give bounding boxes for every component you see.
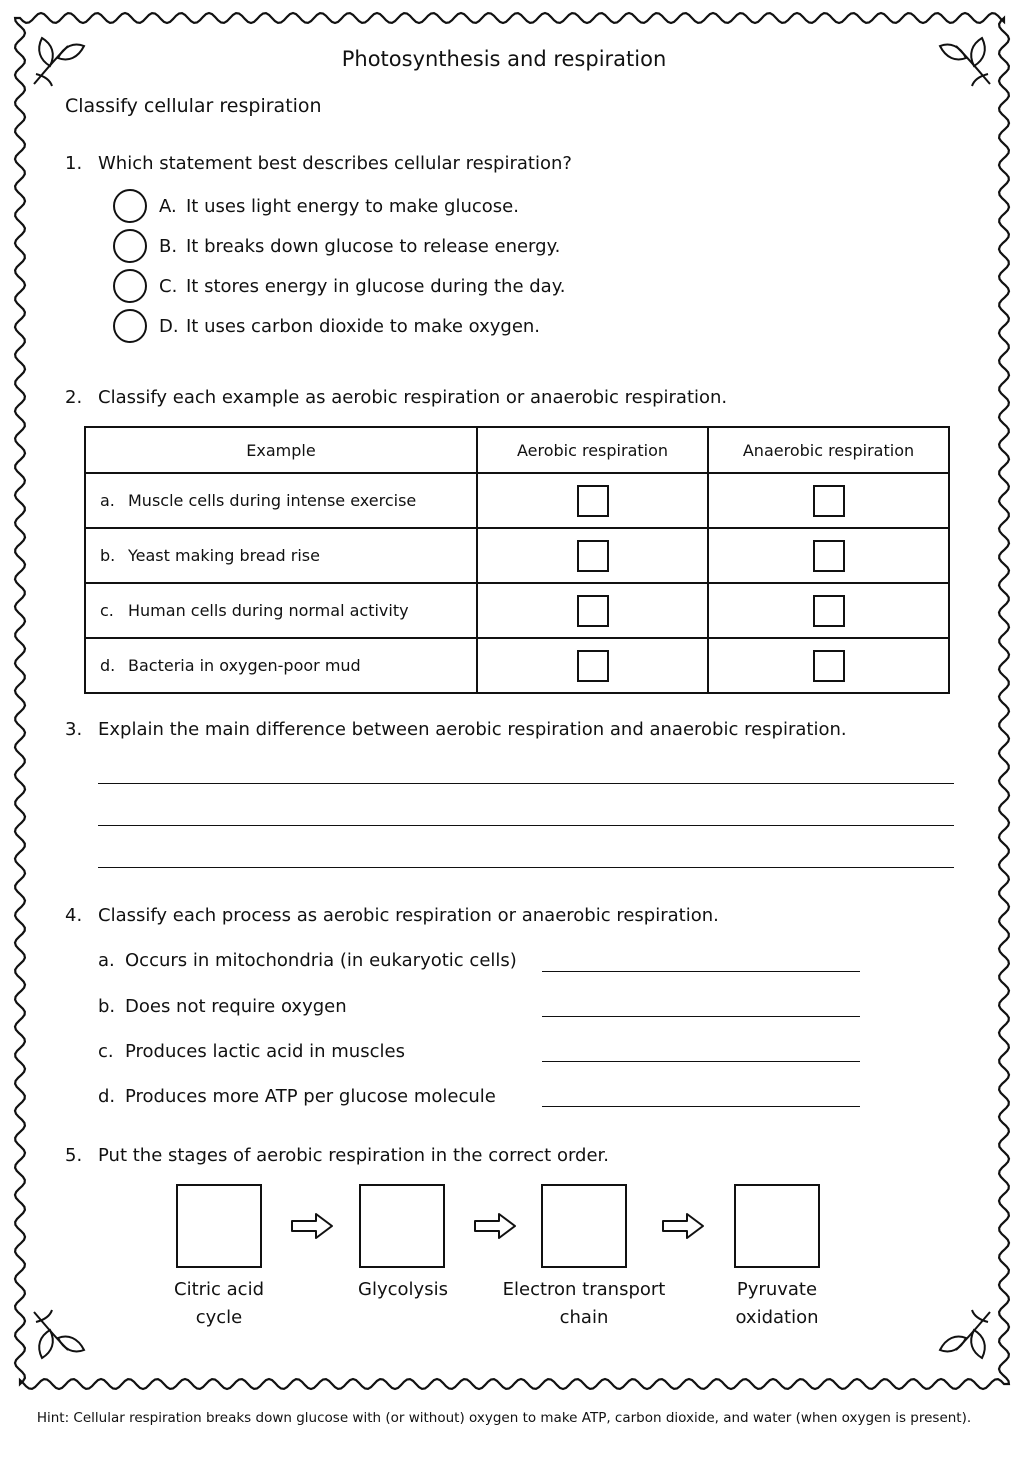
stage-label-line: Citric acid — [174, 1279, 264, 1300]
item-letter: c. — [98, 1041, 114, 1062]
option-letter: C. — [159, 275, 178, 297]
question-3-number: 3. — [65, 719, 83, 740]
aerobic-cell — [477, 638, 708, 693]
radio-circle-icon[interactable] — [113, 189, 147, 223]
q4-answer-line-b[interactable] — [542, 1016, 860, 1017]
checkbox-icon[interactable] — [577, 595, 609, 627]
stage-label-pyruvate-oxidation — [687, 1276, 867, 1332]
option-letter: A. — [159, 195, 177, 217]
q4-item-d — [98, 1086, 496, 1107]
row-text: Human cells during normal activity — [128, 601, 409, 620]
stage-label-line: oxidation — [735, 1307, 819, 1328]
question-1-text: Which statement best describes cellular respiration? — [98, 153, 572, 174]
right-arrow-icon — [473, 1212, 517, 1240]
answer-line[interactable] — [98, 783, 954, 784]
question-1-number: 1. — [65, 153, 83, 174]
question-5-text: Put the stages of aerobic respiration in the correct order. — [98, 1145, 610, 1166]
leaf-icon — [28, 1306, 88, 1366]
right-arrow-icon — [661, 1212, 705, 1240]
question-4-number: 4. — [65, 905, 83, 926]
q4-item-c — [98, 1041, 405, 1062]
checkbox-icon[interactable] — [577, 485, 609, 517]
option-letter: B. — [159, 235, 178, 257]
row-letter: d. — [100, 656, 116, 675]
aerobic-cell — [477, 473, 708, 528]
right-arrow-icon — [290, 1212, 334, 1240]
table-row — [85, 638, 949, 693]
anaerobic-cell — [708, 583, 949, 638]
row-text: Bacteria in oxygen-poor mud — [128, 656, 361, 675]
example-cell — [85, 528, 477, 583]
row-text: Muscle cells during intense exercise — [128, 491, 417, 510]
header-aerobic: Aerobic respiration — [477, 427, 708, 473]
q4-answer-line-d[interactable] — [542, 1106, 860, 1107]
item-letter: d. — [98, 1086, 116, 1107]
q4-item-a — [98, 950, 517, 971]
answer-line[interactable] — [98, 825, 954, 826]
radio-circle-icon[interactable] — [113, 269, 147, 303]
q1-option-a[interactable] — [113, 188, 519, 224]
item-text: Produces more ATP per glucose molecule — [125, 1086, 496, 1107]
item-text: Produces lactic acid in muscles — [125, 1041, 405, 1062]
stage-label-citric-acid-cycle — [129, 1276, 309, 1332]
q4-answer-line-c[interactable] — [542, 1061, 860, 1062]
stage-label-line: Pyruvate — [736, 1279, 818, 1300]
stage-box-4[interactable] — [734, 1184, 820, 1268]
example-cell — [85, 473, 477, 528]
stage-box-2[interactable] — [359, 1184, 445, 1268]
checkbox-icon[interactable] — [577, 540, 609, 572]
question-2-number: 2. — [65, 387, 83, 408]
section-subtitle: Classify cellular respiration — [65, 95, 322, 117]
row-letter: b. — [100, 546, 116, 565]
aerobic-cell — [477, 583, 708, 638]
row-letter: a. — [100, 491, 115, 510]
item-letter: a. — [98, 950, 115, 971]
stage-label-line: cycle — [195, 1307, 243, 1328]
classification-table — [84, 426, 950, 694]
q1-option-b[interactable] — [113, 228, 560, 264]
option-text: It stores energy in glucose during the day. — [186, 275, 566, 297]
stage-box-3[interactable] — [541, 1184, 627, 1268]
checkbox-icon[interactable] — [813, 485, 845, 517]
anaerobic-cell — [708, 638, 949, 693]
item-text: Does not require oxygen — [125, 996, 347, 1017]
stage-label-line: Electron transport — [502, 1279, 666, 1300]
anaerobic-cell — [708, 528, 949, 583]
option-text: It uses light energy to make glucose. — [186, 195, 519, 217]
table-row — [85, 473, 949, 528]
option-text: It breaks down glucose to release energy. — [186, 235, 561, 257]
q1-option-d[interactable] — [113, 308, 540, 344]
row-text: Yeast making bread rise — [128, 546, 320, 565]
example-cell — [85, 583, 477, 638]
example-cell — [85, 638, 477, 693]
stage-label-glycolysis — [313, 1276, 493, 1304]
checkbox-icon[interactable] — [813, 540, 845, 572]
table-header-row — [85, 427, 949, 473]
table-row — [85, 528, 949, 583]
checkbox-icon[interactable] — [577, 650, 609, 682]
table-row — [85, 583, 949, 638]
header-example: Example — [85, 427, 477, 473]
answer-line[interactable] — [98, 867, 954, 868]
q4-item-b — [98, 996, 347, 1017]
question-2-text: Classify each example as aerobic respiration or anaerobic respiration. — [98, 387, 728, 408]
item-letter: b. — [98, 996, 116, 1017]
question-4-text: Classify each process as aerobic respiration or anaerobic respiration. — [98, 905, 719, 926]
stage-label-electron-transport-chain — [494, 1276, 674, 1332]
row-letter: c. — [100, 601, 114, 620]
hint-text: Hint: Cellular respiration breaks down glucose with (or without) oxygen to make ATP, carbon dioxide, and water (when oxygen is present). — [36, 1410, 972, 1426]
option-letter: D. — [159, 315, 179, 337]
aerobic-cell — [477, 528, 708, 583]
stage-label-line: chain — [559, 1307, 609, 1328]
question-5-number: 5. — [65, 1145, 83, 1166]
checkbox-icon[interactable] — [813, 650, 845, 682]
checkbox-icon[interactable] — [813, 595, 845, 627]
item-text: Occurs in mitochondria (in eukaryotic cells) — [125, 950, 517, 971]
stage-box-1[interactable] — [176, 1184, 262, 1268]
option-text: It uses carbon dioxide to make oxygen. — [186, 315, 541, 337]
leaf-icon — [936, 1306, 996, 1366]
stage-label-line: Glycolysis — [358, 1279, 448, 1300]
radio-circle-icon[interactable] — [113, 229, 147, 263]
anaerobic-cell — [708, 473, 949, 528]
page-title: Photosynthesis and respiration — [341, 47, 667, 71]
radio-circle-icon[interactable] — [113, 309, 147, 343]
question-3-text: Explain the main difference between aerobic respiration and anaerobic respiration. — [98, 719, 847, 740]
q1-option-c[interactable] — [113, 268, 566, 304]
q4-answer-line-a[interactable] — [542, 971, 860, 972]
header-anaerobic: Anaerobic respiration — [708, 427, 949, 473]
